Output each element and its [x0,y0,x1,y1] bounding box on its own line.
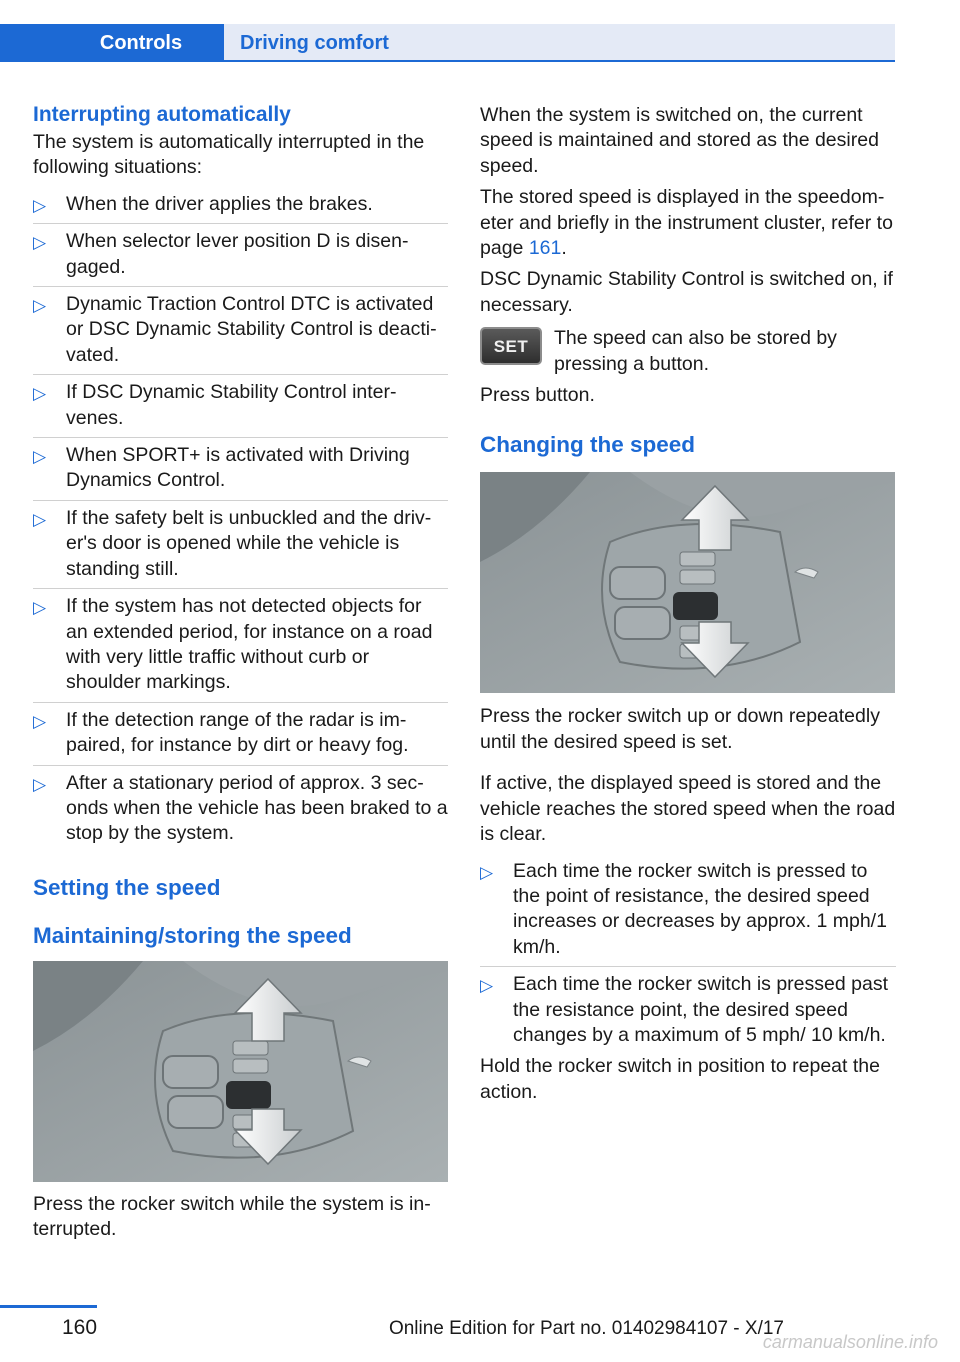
page-161-link[interactable]: 161 [528,237,562,260]
active-para: If active, the displayed speed is stored and the vehicle reaches the stored speed when the road is clear. [480,772,896,846]
list-item: ▷ Each time the rocker switch is pressed to the point of resistance, the desired speed increases or decreases by approx. 1 mph/1 km/h. [480,859,887,958]
triangle-bullet-icon: ▷ [33,384,47,404]
triangle-bullet-icon: ▷ [480,976,494,996]
edition-text: Online Edition for Part no. 01402984107 - X/17 [388,1318,784,1339]
triangle-bullet-icon: ▷ [33,195,47,215]
triangle-bullet-icon: ▷ [33,509,47,529]
hold-para: Hold the rocker switch in position to repeat the action. [480,1055,880,1103]
changing-speed-heading: Changing the speed [480,432,696,458]
dsc-para: DSC Dynamic Stability Control is switched on, if necessary. [480,268,893,316]
press-button-para: Press button. [480,384,595,407]
list-item: ▷ After a stationary period of approx. 3 sec‐onds when the vehicle has been braked to a stop by the system. [33,765,448,853]
switched-on-para: When the system is switched on, the current speed is maintained and stored as the desired speed. [480,104,879,177]
stored-speed-para: The stored speed is displayed in the speedom‐eter and briefly in the instrument cluster, refer to page 161. [480,186,893,260]
tab-controls[interactable] [0,24,224,62]
setting-speed-heading: Setting the speed [33,874,221,900]
steering-wheel-figure-change [480,472,895,693]
header-divider [0,60,895,62]
set-note: The speed can also be stored by pressing a button. [554,327,837,375]
list-item: ▷ If the safety belt is unbuckled and the driv‐er's door is opened while the vehicle is standing still. [33,500,448,588]
page-header [0,0,895,62]
triangle-bullet-icon: ▷ [33,598,47,618]
change-caption: Press the rocker switch up or down repeatedly until the desired speed is set. [480,705,880,753]
list-item: ▷ If the detection range of the radar is im‐paired, for instance by dirt or heavy fog. [33,702,448,765]
steering-wheel-figure [33,961,448,1182]
triangle-bullet-icon: ▷ [33,233,47,253]
triangle-bullet-icon: ▷ [33,447,47,467]
list-item: ▷ Each time the rocker switch is pressed past the resistance point, the desired speed changes by a maximum of 5 mph/ 10 km/h. [480,966,896,1054]
maintaining-speed-heading: Maintaining/storing the speed [33,922,352,948]
watermark: carmanualsonline.info [762,1332,938,1352]
list-item: ▷ If DSC Dynamic Stability Control inter‐venes. [33,374,448,437]
change-list [480,854,896,1055]
interrupting-heading: Interrupting automatically [33,103,291,126]
list-item: ▷ If the system has not detected objects for an extended period, for instance on a road with very little traffic without curb or shoulder markings. [33,588,448,702]
list-item: ▷ When SPORT+ is activated with Driving Dynamics Control. [33,437,448,500]
triangle-bullet-icon: ▷ [33,774,47,794]
maintaining-caption: Press the rocker switch while the system is in‐terrupted. [33,1192,431,1241]
triangle-bullet-icon: ▷ [33,296,47,316]
list-item: ▷ When the driver applies the brakes. [33,187,448,223]
interrupting-intro: The system is automatically interrupted in the following situations: [33,131,425,179]
set-button-icon: SET [480,327,542,365]
page-number: 160 [62,1316,98,1339]
triangle-bullet-icon: ▷ [33,711,47,731]
list-item: ▷ When selector lever position D is disen‐gaged. [33,223,448,286]
tab-driving-comfort[interactable]: Driving comfort [224,24,895,62]
list-item: ▷ Dynamic Traction Control DTC is activated or DSC Dynamic Stability Control is deacti‐vated. [33,286,448,374]
set-button-row [480,326,896,377]
footer-divider [0,1305,97,1308]
left-column [33,100,448,1243]
tab-controls-label: Controls [99,31,183,54]
interrupt-list [33,187,448,853]
right-column [480,103,896,1105]
triangle-bullet-icon: ▷ [480,862,494,882]
